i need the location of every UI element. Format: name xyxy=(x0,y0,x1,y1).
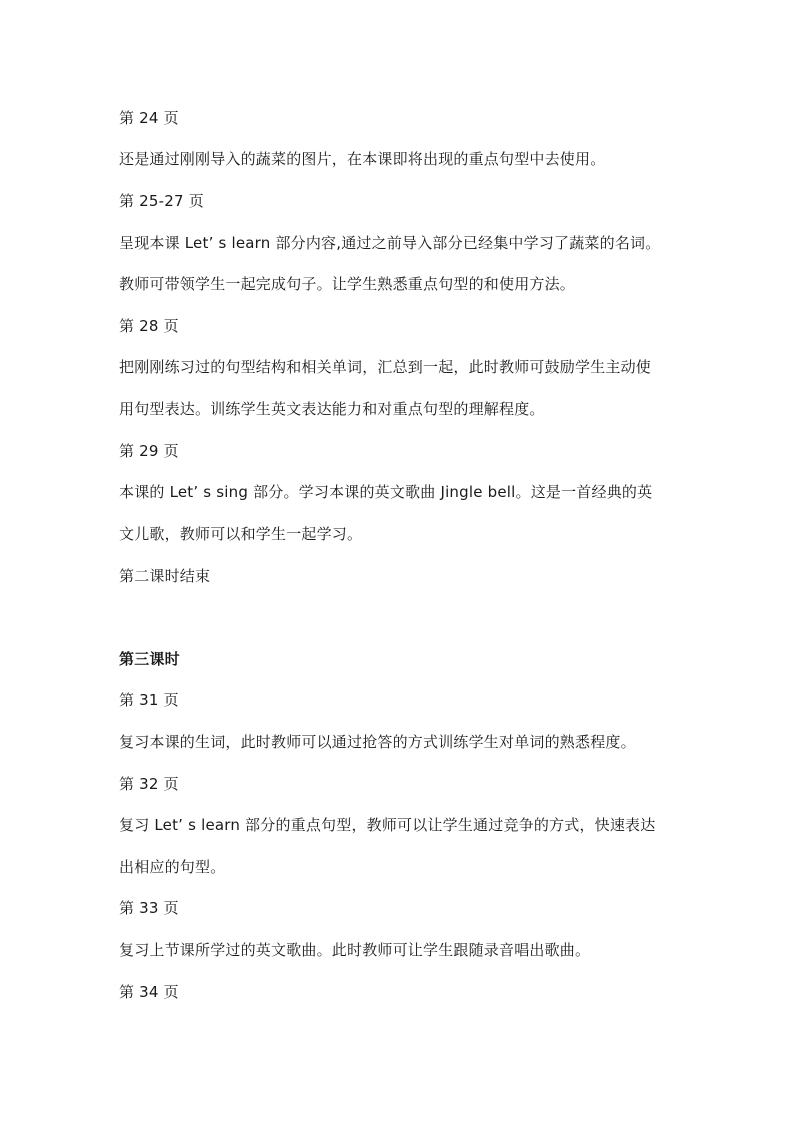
page-heading: 第 29 页 xyxy=(119,442,179,460)
paragraph-line: 用句型表达。训练学生英文表达能力和对重点句型的理解程度。 xyxy=(119,400,545,418)
paragraph-line: 呈现本课 Let’ s learn 部分内容,通过之前导入部分已经集中学习了蔬菜的名词。 xyxy=(119,234,661,252)
paragraph-line: 还是通过刚刚导入的蔬菜的图片，在本课即将出现的重点句型中去使用。 xyxy=(119,150,606,168)
page-heading: 第 25-27 页 xyxy=(119,192,204,210)
lesson-end-note: 第二课时结束 xyxy=(119,567,211,585)
paragraph-line: 出相应的句型。 xyxy=(119,858,226,876)
paragraph-line: 复习本课的生词，此时教师可以通过抢答的方式训练学生对单词的熟悉程度。 xyxy=(119,733,636,751)
page-heading: 第 33 页 xyxy=(119,899,179,917)
page-heading: 第 31 页 xyxy=(119,691,179,709)
paragraph-line: 复习 Let’ s learn 部分的重点句型，教师可以让学生通过竞争的方式，快速表达 xyxy=(119,816,656,834)
page-heading: 第 34 页 xyxy=(119,983,179,1001)
page-heading: 第 32 页 xyxy=(119,775,179,793)
paragraph-line: 把刚刚练习过的句型结构和相关单词，汇总到一起，此时教师可鼓励学生主动使 xyxy=(119,358,652,376)
paragraph-line: 教师可带领学生一起完成句子。让学生熟悉重点句型的和使用方法。 xyxy=(119,275,576,293)
page-heading: 第 24 页 xyxy=(119,109,179,127)
section-heading: 第三课时 xyxy=(119,650,180,668)
paragraph-line: 本课的 Let’ s sing 部分。学习本课的英文歌曲 Jingle bell。这是一首经典的英 xyxy=(119,483,653,501)
paragraph-line: 文儿歌，教师可以和学生一起学习。 xyxy=(119,525,363,543)
page-heading: 第 28 页 xyxy=(119,317,179,335)
paragraph-line: 复习上节课所学过的英文歌曲。此时教师可让学生跟随录音唱出歌曲。 xyxy=(119,941,591,959)
